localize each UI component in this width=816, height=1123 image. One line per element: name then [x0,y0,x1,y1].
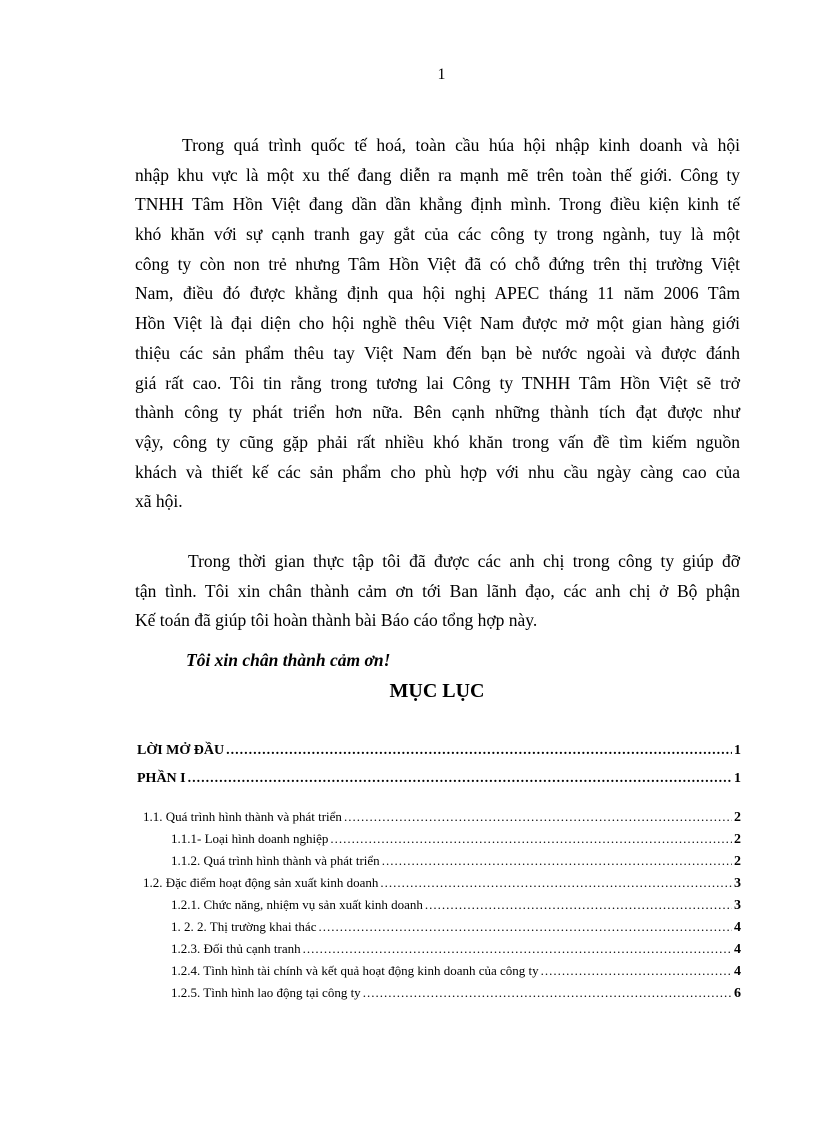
text-line: khó khăn với sự cạnh tranh gay gắt của các công ty trong ngành, tuy là một [135,224,740,245]
toc-entry[interactable] [137,963,741,985]
text-line: vậy, công ty cũng gặp phải rất nhiều khó khăn trong vấn đề tìm kiếm nguồn [135,431,740,452]
intro-paragraph-2 [135,547,740,636]
text-line: Kế toán đã giúp tôi hoàn thành bài Báo cáo tổng hợp này. [135,610,538,631]
toc-entry-label: 1.1.1- Loại hình doanh nghiệp [171,831,329,846]
thanks-line: Tôi xin chân thành cảm ơn! [186,650,391,670]
toc-entry-label: 1.2.5. Tình hình lao động tại công ty [171,985,361,1000]
text-line: nhập khu vực là một xu thế đang diễn ra mạnh mẽ trên toàn thế giới. Công ty [135,164,740,185]
toc-entry-label: 1. 2. 2. Thị trường khai thác [171,919,317,934]
toc-entry-page: 2 [734,810,741,825]
toc-entry-page: 3 [734,876,741,891]
intro-paragraph-1 [135,131,740,517]
toc-entry[interactable] [137,831,741,853]
text-line: Trong quá trình quốc tế hoá, toàn cầu húa hội nhập kinh doanh và hội [182,135,740,155]
toc-entry[interactable] [137,771,741,799]
toc-entry-page: 1 [734,771,741,786]
toc-entry-label: LỜI MỞ ĐẦU [137,743,225,758]
table-of-contents [137,743,741,1007]
toc-entry[interactable] [137,897,741,919]
toc-leader-dots [344,809,732,825]
text-line: TNHH Tâm Hồn Việt đang dần dần khẳng định mình. Trong điều kiện kinh tế [135,194,740,215]
toc-entry-page: 4 [734,964,741,979]
toc-entry-page: 2 [734,854,741,869]
toc-leader-dots [425,897,732,913]
toc-entry[interactable] [137,875,741,897]
text-line: thiệu các sản phẩm thêu tay Việt Nam đến bạn bè nước ngoài và được đánh [135,342,740,363]
toc-entry-page: 2 [734,832,741,847]
toc-entry-label: PHẦN I [137,771,186,786]
page-number: 1 [437,66,446,83]
toc-entry[interactable] [137,941,741,963]
toc-entry[interactable] [137,809,741,831]
text-line: thành công ty phát triển hơn nữa. Bên cạnh những thành tích đạt được như [135,402,740,423]
toc-leader-dots [363,985,732,1001]
toc-leader-dots [226,743,732,759]
toc-entry[interactable] [137,743,741,771]
toc-entry-label: 1.2. Đặc điểm hoạt động sản xuất kinh doanh [143,875,379,890]
toc-leader-dots [330,831,732,847]
toc-entry-label: 1.1. Quá trình hình thành và phát triển [143,809,342,824]
toc-title: MỤC LỤC [389,680,485,702]
toc-entry-label: 1.1.2. Quá trình hình thành và phát triển [171,853,380,868]
text-line: Trong thời gian thực tập tôi đã được các anh chị trong công ty giúp đỡ [188,551,740,571]
toc-leader-dots [188,771,732,787]
toc-leader-dots [541,963,732,979]
toc-leader-dots [318,919,732,935]
toc-entry-label: 1.2.4. Tình hình tài chính và kết quả hoạt động kinh doanh của công ty [171,963,539,978]
toc-entry-label: 1.2.1. Chức năng, nhiệm vụ sản xuất kinh doanh [171,897,423,912]
toc-entry-page: 4 [734,920,741,935]
toc-entry-page: 1 [734,743,741,758]
toc-leader-dots [382,853,732,869]
toc-entry-page: 6 [734,986,741,1001]
toc-entry-label: 1.2.3. Đối thủ cạnh tranh [171,941,301,956]
text-line: Nam, điều đó được khẳng định qua hội nghị APEC tháng 11 năm 2006 Tâm [135,283,740,304]
toc-leader-dots [380,875,732,891]
text-line: công ty còn non trẻ nhưng Tâm Hồn Việt đã có chỗ đứng trên thị trường Việt [135,253,740,274]
toc-entry[interactable] [137,853,741,875]
text-line: xã hội. [135,491,183,512]
text-line: Hồn Việt là đại diện cho hội nghề thêu Việt Nam được mở một gian hàng giới [135,313,740,334]
toc-entry-page: 3 [734,898,741,913]
toc-entry[interactable] [137,985,741,1007]
text-line: khách và thiết kế các sản phẩm cho phù hợp với nhu cầu ngày càng cao của [135,461,740,482]
toc-entry[interactable] [137,919,741,941]
text-line: giá rất cao. Tôi tin rằng trong tương lai Công ty TNHH Tâm Hồn Việt sẽ trở [135,372,740,393]
toc-leader-dots [303,941,732,957]
text-line: tận tình. Tôi xin chân thành cảm ơn tới Ban lãnh đạo, các anh chị ở Bộ phận [135,580,740,601]
toc-entry-page: 4 [734,942,741,957]
